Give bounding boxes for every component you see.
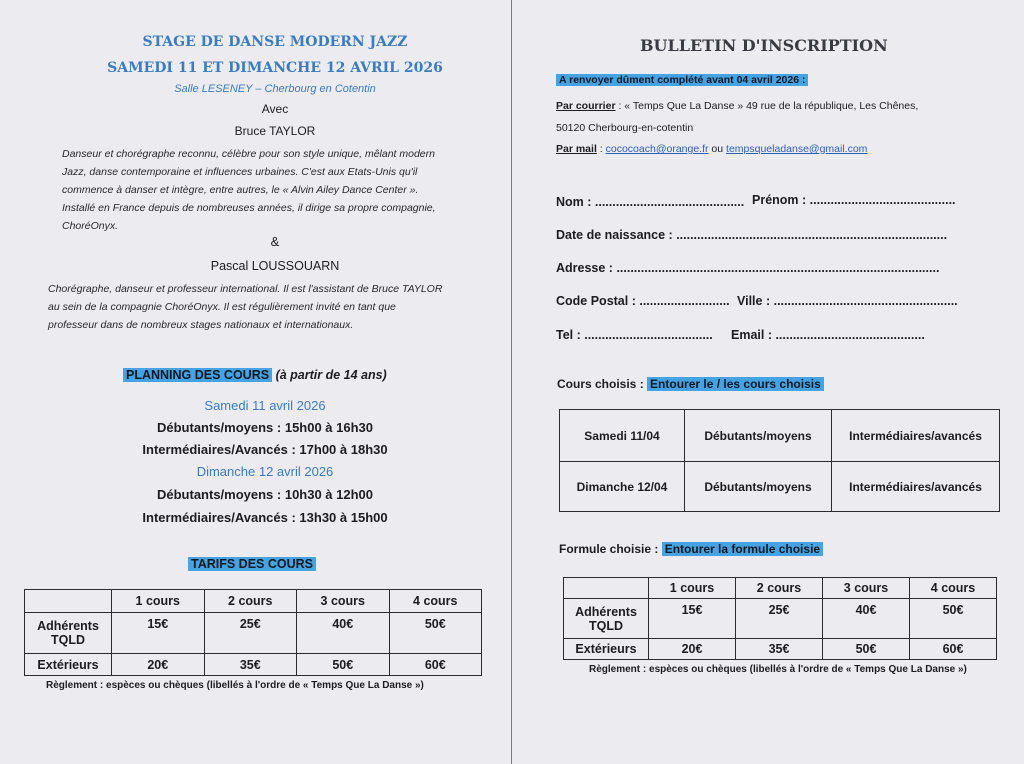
reglement-note: Règlement : espèces ou chèques (libellés à l'ordre de « Temps Que La Danse ») [589, 664, 967, 675]
table-header-cell: 4 cours [910, 578, 997, 599]
day-cell: Samedi 11/04 [560, 410, 685, 462]
bulletin-title: BULLETIN D'INSCRIPTION [640, 36, 888, 55]
venue: Salle LESENEY – Cherbourg en Cotentin [174, 83, 376, 95]
table-cell [25, 590, 112, 613]
bio-line: Jazz, danse contemporaine et influences urbaines. C'est aux Etats-Unis qu'il [62, 166, 418, 178]
formule-option[interactable]: 20€ [649, 639, 736, 660]
formule-option[interactable]: 60€ [910, 639, 997, 660]
cours-instruction: Entourer le / les cours choisis [647, 377, 824, 391]
row-label: Extérieurs [564, 639, 649, 660]
planning-title: PLANNING DES COURS [123, 368, 272, 382]
mail-sep: ou [708, 143, 727, 155]
mail-link-2[interactable]: tempsqueladanse@gmail.com [726, 143, 868, 155]
send-before [556, 74, 808, 86]
mail-sep: : [596, 143, 606, 155]
reglement-note: Règlement : espèces ou chèques (libellés à l'ordre de « Temps Que La Danse ») [46, 680, 424, 691]
tarifs-heading [188, 557, 316, 571]
table-row [564, 578, 997, 599]
table-header-cell: 1 cours [112, 590, 205, 613]
day1-label: Samedi 11 avril 2026 [204, 398, 326, 413]
stage-dates: SAMEDI 11 ET DIMANCHE 12 AVRIL 2026 [107, 60, 443, 76]
table-cell: 35€ [204, 654, 297, 676]
row-label: Adhérents TQLD [25, 613, 112, 654]
table-header-cell: 1 cours [649, 578, 736, 599]
bio-line: Installé en France depuis de nombreuses années, il dirige sa propre compagnie, [62, 202, 436, 214]
tel-field[interactable]: Tel : ..................................... [556, 328, 713, 342]
courrier-address: : « Temps Que La Danse » 49 rue de la république, Les Chênes, [615, 100, 919, 112]
bio-line: au sein de la compagnie ChoréOnyx. Il est régulièrement invité en tant que [48, 301, 396, 313]
fold-divider [511, 0, 512, 764]
mail-line [556, 143, 867, 155]
cours-heading [557, 377, 824, 391]
table-header-cell: 2 cours [736, 578, 823, 599]
bio-line: professeur dans de nombreux stages nationaux et internationaux. [48, 319, 354, 331]
bio-line: commence à danser et intègre, entre autres, le « Alvin Ailey Dance Center ». [62, 184, 419, 196]
bio-line: Chorégraphe, danseur et professeur international. Il est l'assistant de Bruce TAYLOR [48, 283, 443, 295]
ampersand: & [270, 234, 280, 249]
naissance-field[interactable]: Date de naissance : .............................................................................. [556, 228, 948, 242]
teacher1-name: Bruce TAYLOR [234, 124, 316, 138]
formule-option[interactable]: 50€ [910, 599, 997, 639]
day2-slot2: Intermédiaires/Avancés : 13h30 à 15h00 [142, 510, 388, 525]
day1-slot1: Débutants/moyens : 15h00 à 16h30 [156, 420, 374, 435]
formule-heading [559, 542, 823, 556]
cours-option[interactable]: Intermédiaires/avancés [832, 462, 1000, 512]
courrier-line [556, 100, 918, 112]
table-cell: 50€ [389, 613, 482, 654]
table-row [560, 410, 1000, 462]
day1-slot2: Intermédiaires/Avancés : 17h00 à 18h30 [142, 442, 388, 457]
planning-note: (à partir de 14 ans) [275, 368, 387, 382]
table-header-cell: 3 cours [823, 578, 910, 599]
row-label: Adhérents TQLD [564, 599, 649, 639]
table-header-cell: 3 cours [297, 590, 390, 613]
formule-option[interactable]: 35€ [736, 639, 823, 660]
bio-line: ChoréOnyx. [62, 220, 119, 232]
mail-label: Par mail [556, 143, 597, 155]
stage-title: STAGE DE DANSE MODERN JAZZ [142, 34, 408, 50]
table-row [564, 599, 997, 639]
tarifs-table [24, 589, 482, 676]
nom-field[interactable]: Nom : ........................................... [556, 195, 745, 209]
day2-label: Dimanche 12 avril 2026 [196, 464, 334, 479]
row-label: Extérieurs [25, 654, 112, 676]
email-field[interactable]: Email : ........................................... [731, 328, 925, 342]
table-cell: 40€ [297, 613, 390, 654]
ville-field[interactable]: Ville : ..................................................... [737, 294, 958, 308]
cours-option[interactable]: Intermédiaires/avancés [832, 410, 1000, 462]
tarifs-title: TARIFS DES COURS [188, 557, 316, 571]
avec-label: Avec [261, 102, 289, 116]
formule-label: Formule choisie : [559, 542, 659, 556]
table-cell: 60€ [389, 654, 482, 676]
bio-line: Danseur et chorégraphe reconnu, célèbre pour son style unique, mêlant modern [62, 148, 435, 160]
cours-option[interactable]: Débutants/moyens [685, 462, 832, 512]
teacher2-name: Pascal LOUSSOUARN [210, 259, 340, 273]
formule-instruction: Entourer la formule choisie [662, 542, 823, 556]
table-header-cell: 2 cours [204, 590, 297, 613]
table-cell: 20€ [112, 654, 205, 676]
mail-link-1[interactable]: cococoach@orange.fr [605, 143, 709, 155]
day-cell: Dimanche 12/04 [560, 462, 685, 512]
table-row [25, 654, 482, 676]
table-row [25, 590, 482, 613]
adresse-field[interactable]: Adresse : ............................................................................................. [556, 261, 940, 275]
table-cell [564, 578, 649, 599]
planning-heading [123, 368, 387, 382]
teacher2-bio [48, 280, 442, 334]
formule-option[interactable]: 50€ [823, 639, 910, 660]
table-cell: 15€ [112, 613, 205, 654]
table-cell: 50€ [297, 654, 390, 676]
teacher1-bio [62, 145, 436, 235]
prenom-field[interactable]: Prénom : .......................................... [752, 193, 956, 207]
code-postal-field[interactable]: Code Postal : .......................... [556, 294, 730, 308]
table-cell: 25€ [204, 613, 297, 654]
formule-table [563, 577, 997, 660]
table-row [25, 613, 482, 654]
day2-slot1: Débutants/moyens : 10h30 à 12h00 [156, 487, 374, 502]
formule-option[interactable]: 25€ [736, 599, 823, 639]
formule-option[interactable]: 15€ [649, 599, 736, 639]
courrier-city: 50120 Cherbourg-en-cotentin [556, 122, 694, 134]
cours-label: Cours choisis : [557, 377, 644, 391]
courrier-label: Par courrier [556, 100, 616, 112]
table-row [560, 462, 1000, 512]
cours-table [559, 409, 1000, 512]
formule-option[interactable]: 40€ [823, 599, 910, 639]
table-header-cell: 4 cours [389, 590, 482, 613]
table-row [564, 639, 997, 660]
cours-option[interactable]: Débutants/moyens [685, 410, 832, 462]
send-before-text: A renvoyer dûment complété avant 04 avril 2026 : [556, 74, 808, 86]
